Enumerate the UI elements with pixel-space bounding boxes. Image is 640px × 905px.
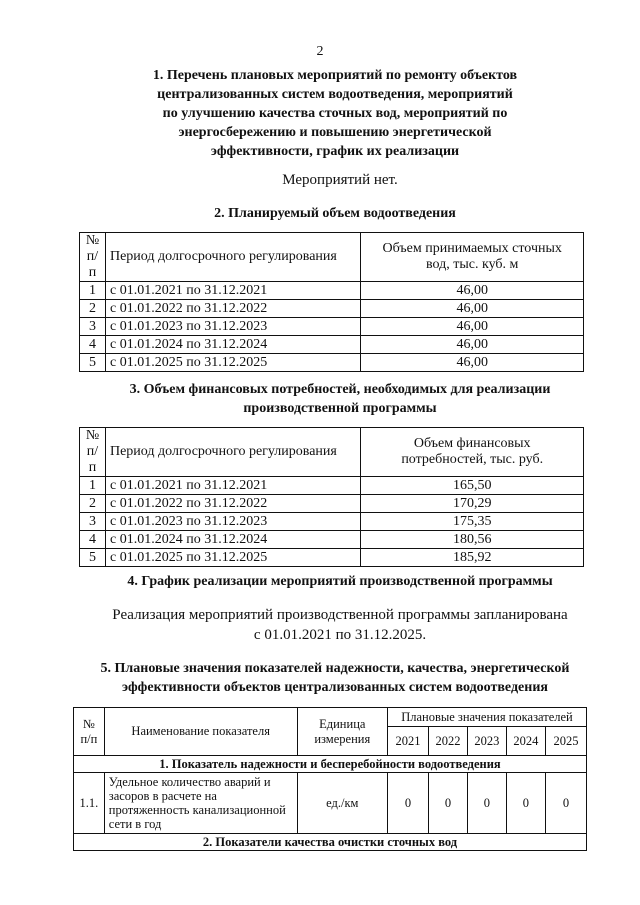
- section-4-text: Реализация мероприятий производственной программы запланирована с 01.01.2021 по 31.12.2025.: [112, 607, 568, 643]
- table-row: 2 с 01.01.2022 по 31.12.2022 170,29: [80, 495, 584, 513]
- table-row: 3 с 01.01.2023 по 31.12.2023 175,35: [80, 513, 584, 531]
- table-row: 4 с 01.01.2024 по 31.12.2024 46,00: [80, 336, 584, 354]
- col-number-header: № п/п: [80, 233, 106, 282]
- year-header: 2023: [467, 727, 506, 756]
- section-5-heading: 5. Плановые значения показателей надежности, качества, энергетической эффективности объектов централизованных систем водоотведения: [100, 661, 570, 695]
- col-finance-header: Объем финансовых потребностей, тыс. руб.: [361, 428, 584, 477]
- table-row: 1 с 01.01.2021 по 31.12.2021 165,50: [80, 477, 584, 495]
- group-row: [74, 756, 587, 773]
- indicator-unit: ед./км: [297, 773, 387, 834]
- table-row: 3 с 01.01.2023 по 31.12.2023 46,00: [80, 318, 584, 336]
- section-1-heading: 1. Перечень плановых мероприятий по ремонту объектов централизованных систем водоотведения, мероприятий по улучшению качества сточных вод, мероприятий по энергосбережению и повышению энергетической эффективности, график их реализации: [152, 68, 518, 159]
- group-1-title: 1. Показатель надежности и бесперебойности водоотведения: [74, 756, 587, 773]
- col-number-header: № п/п: [74, 708, 105, 756]
- col-period-header: Период долгосрочного регулирования: [105, 233, 360, 282]
- year-header: 2024: [506, 727, 545, 756]
- table-header-row: [80, 233, 584, 282]
- table-row: 1 с 01.01.2021 по 31.12.2021 46,00: [80, 282, 584, 300]
- col-unit-header: Единица измерения: [297, 708, 387, 756]
- table-row: 2 с 01.01.2022 по 31.12.2022 46,00: [80, 300, 584, 318]
- wastewater-volume-table: [79, 232, 584, 372]
- col-volume-header: Объем принимаемых сточных вод, тыс. куб. м: [361, 233, 584, 282]
- indicator-name: Удельное количество аварий и засоров в расчете на протяженность канализационной сети в год: [104, 773, 297, 834]
- page-number: 2: [316, 44, 324, 59]
- col-period-header: Период долгосрочного регулирования: [105, 428, 360, 477]
- section-4-heading: 4. График реализации мероприятий производственной программы: [127, 574, 553, 589]
- section-1-text: Мероприятий нет.: [282, 172, 398, 188]
- year-header: 2022: [428, 727, 467, 756]
- table-header-row: [74, 708, 587, 727]
- table-row: 4 с 01.01.2024 по 31.12.2024 180,56: [80, 531, 584, 549]
- table-row: 1.1. Удельное количество аварий и засоров в расчете на протяженность канализационной сети в год ед./км 0 0 0 0 0: [74, 773, 587, 834]
- col-name-header: Наименование показателя: [104, 708, 297, 756]
- table-header-row: [80, 428, 584, 477]
- col-number-header: № п/п: [80, 428, 106, 477]
- section-3-heading: 3. Объем финансовых потребностей, необходимых для реализации производственной программы: [129, 382, 551, 416]
- table-row: 5 с 01.01.2025 по 31.12.2025 185,92: [80, 549, 584, 567]
- col-plan-header: Плановые значения показателей: [387, 708, 586, 727]
- section-2-heading: 2. Планируемый объем водоотведения: [214, 206, 456, 221]
- indicators-table: [73, 707, 587, 851]
- group-row: [74, 834, 587, 851]
- group-2-title: 2. Показатели качества очистки сточных вод: [74, 834, 587, 851]
- financial-needs-table: [79, 427, 584, 567]
- year-header: 2025: [545, 727, 586, 756]
- table-row: 5 с 01.01.2025 по 31.12.2025 46,00: [80, 354, 584, 372]
- year-header: 2021: [387, 727, 428, 756]
